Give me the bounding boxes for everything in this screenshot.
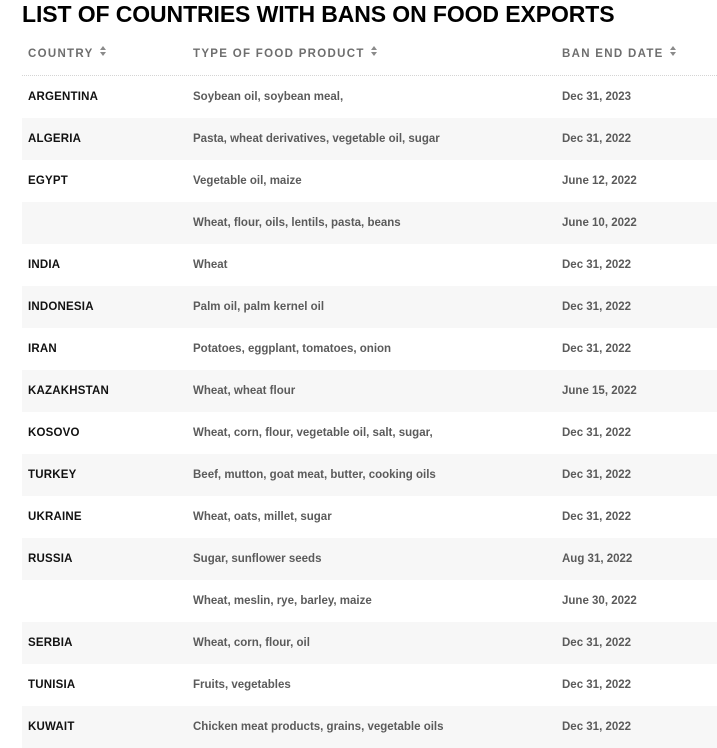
cell-country: TURKEY [28, 469, 77, 481]
cell-product: Chicken meat products, grains, vegetable oils [193, 721, 444, 733]
cell-country: INDIA [28, 259, 61, 271]
cell-country: TUNISIA [28, 679, 76, 691]
table-row [22, 370, 717, 412]
cell-country: KUWAIT [28, 721, 75, 733]
table-row [22, 622, 717, 664]
cell-ban-end-date: June 12, 2022 [562, 175, 637, 187]
cell-product: Fruits, vegetables [193, 679, 291, 691]
table-row [22, 538, 717, 580]
sort-arrows-icon[interactable] [371, 32, 377, 74]
cell-ban-end-date: Dec 31, 2022 [562, 427, 632, 439]
column-header-date[interactable] [562, 33, 676, 75]
table-row [22, 118, 717, 160]
table-row [22, 664, 717, 706]
cell-ban-end-date: June 30, 2022 [562, 595, 637, 607]
cell-country: RUSSIA [28, 553, 73, 565]
column-header-label: TYPE OF FOOD PRODUCT [193, 48, 365, 61]
column-header-product[interactable] [193, 33, 377, 75]
cell-product: Wheat, meslin, rye, barley, maize [193, 595, 372, 607]
cell-country: EGYPT [28, 175, 68, 187]
cell-product: Sugar, sunflower seeds [193, 553, 322, 565]
table-row [22, 286, 717, 328]
table-row [22, 244, 717, 286]
cell-ban-end-date: June 10, 2022 [562, 217, 637, 229]
cell-ban-end-date: Dec 31, 2022 [562, 469, 632, 481]
cell-product: Potatoes, eggplant, tomatoes, onion [193, 343, 392, 355]
food-export-bans-table [22, 33, 717, 748]
cell-ban-end-date: Dec 31, 2022 [562, 637, 632, 649]
cell-country: ALGERIA [28, 133, 82, 145]
cell-product: Wheat [193, 259, 228, 271]
column-header-label: COUNTRY [28, 48, 94, 61]
table-row [22, 496, 717, 538]
table-body [22, 76, 717, 748]
table-row [22, 706, 717, 748]
cell-ban-end-date: Dec 31, 2022 [562, 133, 632, 145]
sort-arrows-icon[interactable] [670, 32, 676, 74]
cell-product: Wheat, wheat flour [193, 385, 296, 397]
cell-product: Soybean oil, soybean meal, [193, 91, 344, 103]
table-row [22, 454, 717, 496]
column-header-label: BAN END DATE [562, 48, 664, 61]
cell-product: Wheat, flour, oils, lentils, pasta, beans [193, 217, 401, 229]
cell-ban-end-date: Dec 31, 2022 [562, 679, 632, 691]
cell-product: Wheat, corn, flour, vegetable oil, salt, sugar, [193, 427, 433, 439]
sort-arrows-icon[interactable] [100, 32, 106, 74]
cell-ban-end-date: Dec 31, 2022 [562, 511, 632, 523]
cell-product: Pasta, wheat derivatives, vegetable oil, sugar [193, 133, 440, 145]
cell-country: IRAN [28, 343, 57, 355]
cell-ban-end-date: Dec 31, 2022 [562, 259, 632, 271]
cell-country: KAZAKHSTAN [28, 385, 110, 397]
table-row [22, 76, 717, 118]
cell-product: Wheat, oats, millet, sugar [193, 511, 332, 523]
column-header-country[interactable] [28, 33, 106, 75]
table-row [22, 160, 717, 202]
cell-ban-end-date: Dec 31, 2022 [562, 301, 632, 313]
cell-country: INDONESIA [28, 301, 94, 313]
cell-product: Wheat, corn, flour, oil [193, 637, 310, 649]
table-row [22, 202, 717, 244]
table-row [22, 328, 717, 370]
cell-product: Vegetable oil, maize [193, 175, 302, 187]
cell-ban-end-date: Dec 31, 2022 [562, 343, 632, 355]
table-header [22, 33, 717, 76]
cell-product: Beef, mutton, goat meat, butter, cooking oils [193, 469, 436, 481]
cell-ban-end-date: June 15, 2022 [562, 385, 637, 397]
cell-ban-end-date: Aug 31, 2022 [562, 553, 633, 565]
table-row [22, 412, 717, 454]
cell-ban-end-date: Dec 31, 2022 [562, 721, 632, 733]
cell-country: KOSOVO [28, 427, 80, 439]
table-row [22, 580, 717, 622]
cell-country: SERBIA [28, 637, 73, 649]
cell-country: ARGENTINA [28, 91, 99, 103]
cell-ban-end-date: Dec 31, 2023 [562, 91, 632, 103]
cell-country: UKRAINE [28, 511, 82, 523]
cell-product: Palm oil, palm kernel oil [193, 301, 325, 313]
page-title: LIST OF COUNTRIES WITH BANS ON FOOD EXPORTS [22, 1, 615, 27]
